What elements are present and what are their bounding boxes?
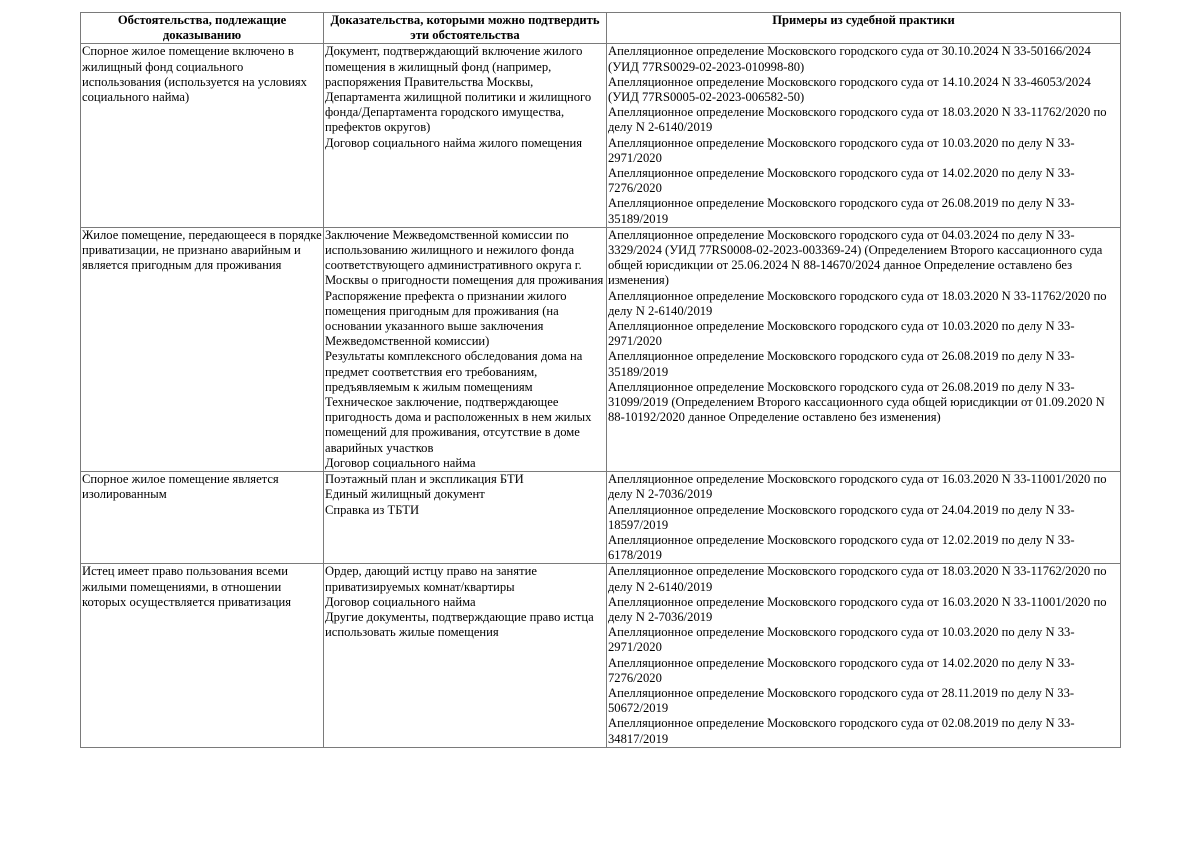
court-example: Апелляционное определение Московского городского суда от 10.03.2020 по делу N 33-2971/2020 <box>608 319 1075 349</box>
table-row <box>81 44 1121 227</box>
court-example: Апелляционное определение Московского городского суда от 28.11.2019 по делу N 33-50672/2019 <box>608 685 1075 716</box>
court-example: Апелляционное определение Московского городского суда от 16.03.2020 N 33-11001/2020 по делу N 2-7036/2019 <box>608 472 1107 502</box>
examples-cell <box>607 472 1121 564</box>
circumstance-cell: Спорное жилое помещение является изолированным <box>81 472 324 564</box>
court-example: Апелляционное определение Московского городского суда от 02.08.2019 по делу N 33-34817/2019 <box>608 716 1075 746</box>
court-example: Апелляционное определение Московского городского суда от 04.03.2024 по делу N 33-3329/2024 (УИД 77RS0008-02-2023-003369-24) (Определением Второго кассационного суда общей юрисдикции от 25.06.2024 N 88-14670/2024 данное Определение оставлено без изменения) <box>608 227 1103 288</box>
evidence-item: Заключение Межведомственной комиссии по использованию жилищного и нежилого фонда соответствующего административного округа г. Москвы о пригодности помещения для проживания <box>325 227 604 288</box>
header-circumstances: Обстоятельства, подлежащие доказыванию <box>81 13 324 44</box>
court-example: Апелляционное определение Московского городского суда от 10.03.2020 по делу N 33-2971/2020 <box>608 625 1075 655</box>
table-row <box>81 564 1121 747</box>
evidence-cell <box>324 564 607 747</box>
evidence-item: Единый жилищный документ <box>325 487 485 502</box>
evidence-item: Справка из ТБТИ <box>325 502 420 517</box>
examples-cell <box>607 44 1121 227</box>
evidence-cell <box>324 472 607 564</box>
evidence-item: Договор социального найма жилого помещения <box>325 135 582 150</box>
evidence-item: Распоряжение префекта о признании жилого помещения пригодным для проживания (на основании указанного выше заключения Межведомственной комиссии) <box>325 288 567 349</box>
evidence-cell <box>324 227 607 471</box>
evidence-item: Документ, подтверждающий включение жилого помещения в жилищный фонд (например, распоряжения Правительства Москвы, Департамента жилищной политики и жилищного фонда/Департамента городского имущества, префектов округов) <box>325 44 592 135</box>
court-example: Апелляционное определение Московского городского суда от 10.03.2020 по делу N 33-2971/2020 <box>608 135 1075 165</box>
court-example: Апелляционное определение Московского городского суда от 18.03.2020 N 33-11762/2020 по делу N 2-6140/2019 <box>608 105 1107 135</box>
evidence-table <box>80 12 1121 748</box>
examples-cell <box>607 227 1121 471</box>
court-example: Апелляционное определение Московского городского суда от 24.04.2019 по делу N 33-18597/2019 <box>608 502 1075 532</box>
court-example: Апелляционное определение Московского городского суда от 14.02.2020 по делу N 33-7276/2020 <box>608 166 1075 196</box>
court-example: Апелляционное определение Московского городского суда от 18.03.2020 N 33-11762/2020 по делу N 2-6140/2019 <box>608 288 1107 318</box>
evidence-item: Ордер, дающий истцу право на занятие приватизируемых комнат/квартиры <box>325 564 537 594</box>
table-row <box>81 472 1121 564</box>
examples-cell <box>607 564 1121 747</box>
evidence-cell <box>324 44 607 227</box>
court-example: Апелляционное определение Московского городского суда от 26.08.2019 по делу N 33-31099/2019 (Определением Второго кассационного суда общей юрисдикции от 01.09.2020 N 88-10192/2020 данное Определение оставлено без изменения) <box>608 379 1105 425</box>
court-example: Апелляционное определение Московского городского суда от 14.10.2024 N 33-46053/2024 (УИД 77RS0005-02-2023-006582-50) <box>608 74 1091 105</box>
evidence-item: Договор социального найма <box>325 455 476 470</box>
table-header-row <box>81 13 1121 44</box>
evidence-item: Техническое заключение, подтверждающее пригодность дома и расположенных в нем жилых помещений для проживания, отсутствие в доме аварийных участков <box>325 395 592 455</box>
circumstance-cell: Жилое помещение, передающееся в порядке приватизации, не признано аварийным и является пригодным для проживания <box>81 227 324 471</box>
circumstance-cell: Истец имеет право пользования всеми жилыми помещениями, в отношении которых осуществляется приватизация <box>81 564 324 747</box>
evidence-item: Поэтажный план и экспликация БТИ <box>325 472 524 487</box>
header-evidence: Доказательства, которыми можно подтвердить эти обстоятельства <box>324 13 607 44</box>
evidence-item: Другие документы, подтверждающие право истца использовать жилые помещения <box>325 609 594 640</box>
circumstance-cell: Спорное жилое помещение включено в жилищный фонд социального использования (используется на условиях социального найма) <box>81 44 324 227</box>
court-example: Апелляционное определение Московского городского суда от 26.08.2019 по делу N 33-35189/2019 <box>608 196 1075 226</box>
court-example: Апелляционное определение Московского городского суда от 14.02.2020 по делу N 33-7276/2020 <box>608 655 1075 685</box>
table-row <box>81 227 1121 471</box>
court-example: Апелляционное определение Московского городского суда от 30.10.2024 N 33-50166/2024 (УИД 77RS0029-02-2023-010998-80) <box>608 44 1091 74</box>
court-example: Апелляционное определение Московского городского суда от 18.03.2020 N 33-11762/2020 по делу N 2-6140/2019 <box>608 564 1107 594</box>
evidence-item: Результаты комплексного обследования дома на предмет соответствия его требованиям, предъявляемым к жилым помещениям <box>325 349 583 394</box>
court-example: Апелляционное определение Московского городского суда от 16.03.2020 N 33-11001/2020 по делу N 2-7036/2019 <box>608 594 1107 624</box>
court-example: Апелляционное определение Московского городского суда от 26.08.2019 по делу N 33-35189/2019 <box>608 349 1075 379</box>
header-court-examples: Примеры из судебной практики <box>607 13 1121 44</box>
court-example: Апелляционное определение Московского городского суда от 12.02.2019 по делу N 33-6178/2019 <box>608 532 1075 563</box>
evidence-item: Договор социального найма <box>325 594 476 609</box>
